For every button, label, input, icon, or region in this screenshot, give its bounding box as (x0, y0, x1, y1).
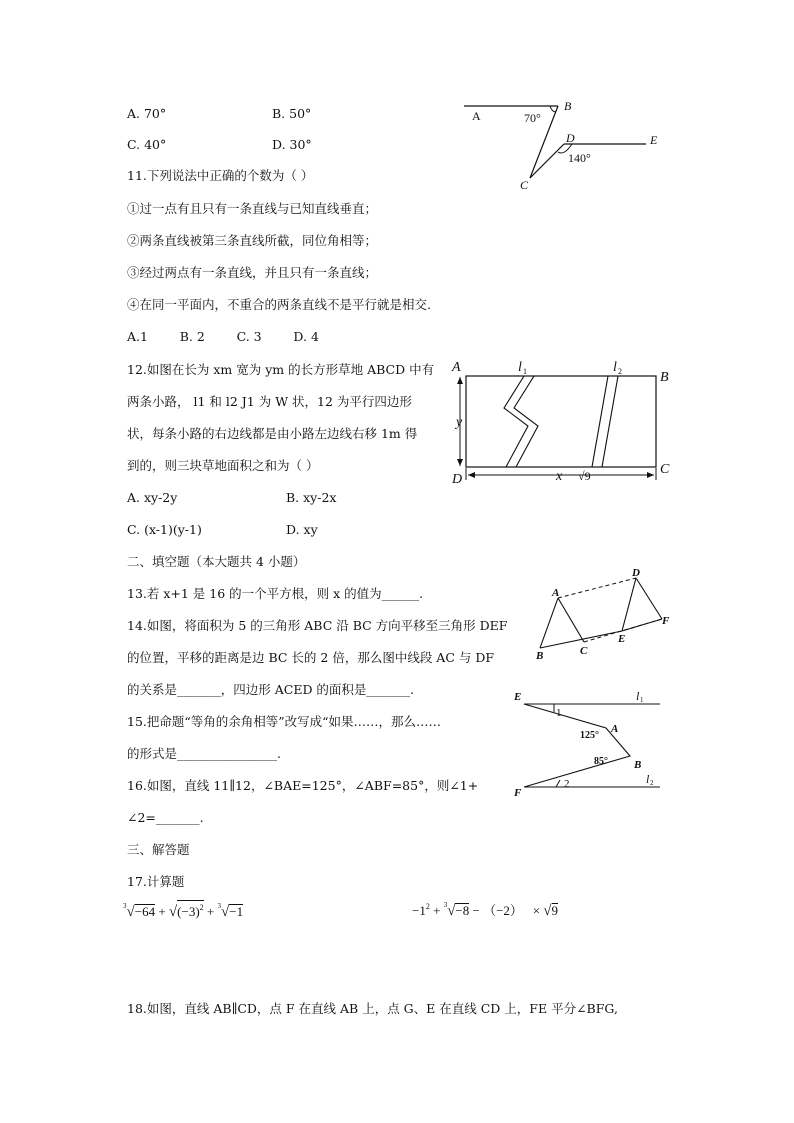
q12-label-l1-sub: 1 (523, 367, 527, 376)
q12-option-b: B. xy-2x (286, 490, 337, 505)
exponent: 2 (425, 902, 430, 911)
q16-figure (510, 688, 670, 804)
q12-label-sqrt9: √9 (578, 469, 591, 483)
q17-expression-2: $-1^2 + ^3√-8 - (-2)$ × √9 (412, 901, 559, 919)
times-sign: × (532, 903, 541, 918)
radicand: −64 (134, 904, 156, 919)
q10-option-c: C. 40° (127, 137, 167, 152)
q11-stem: 11.下列说法中正确的个数为（ ） (127, 168, 314, 183)
q11-statement-1: ①过一点有且只有一条直线与已知直线垂直； (127, 201, 378, 216)
q12-label-y: y (456, 415, 463, 430)
q16-angle-85: 85° (594, 756, 608, 767)
q12-label-b: B (660, 370, 669, 385)
q16-label-f: F (514, 787, 522, 799)
q14-figure (534, 564, 674, 668)
q14-line-1: 14.如图，将面积为 5 的三角形 ABC 沿 BC 方向平移至三角形 DEF (127, 618, 508, 633)
q12-label-a: A (452, 360, 461, 375)
radicand: (−3) (177, 904, 200, 919)
q12-label-l1: l (518, 360, 522, 375)
q10-figure (460, 98, 670, 197)
minus-term: − （−2） (472, 903, 523, 918)
q13-text: 13.若 x+1 是 16 的一个平方根，则 x 的值为______. (127, 586, 424, 601)
q16-label-e: E (514, 691, 522, 703)
term: −1 (412, 903, 426, 918)
q12-option-a: A. xy-2y (127, 490, 178, 505)
q14-label-c: C (580, 645, 588, 657)
q16-label-l1-sub: 1 (640, 696, 644, 704)
q12-line-1: 12.如图在长为 xm 宽为 ym 的长方形草地 ABCD 中有 (127, 362, 435, 377)
q14-line-2: 的位置，平移的距离是边 BC 长的 2 倍，那么图中线段 AC 与 DF (127, 650, 495, 665)
q16-angle-2: 2 (564, 778, 570, 790)
q14-label-a: A (552, 587, 560, 599)
cube-root-index: 3 (123, 902, 127, 910)
q12-figure (448, 356, 678, 490)
q15-line-2: 的形式是________________. (127, 746, 281, 761)
section-3-heading: 三、解答题 (127, 842, 190, 857)
plus-sign: + (158, 904, 166, 919)
q14-label-f: F (662, 615, 670, 627)
q17-expression-1: $^3√-64 + √(-3)^2 + ^3√-1$ (123, 902, 244, 920)
q11-options: A.1 B. 2 C. 3 D. 4 (127, 329, 319, 344)
q16-label-l1: l (636, 689, 640, 703)
exponent: 2 (199, 903, 204, 912)
q12-line-3: 状，每条小路的右边线都是由小路左边线右移 1m 得 (127, 426, 418, 441)
q16-line-2: ∠2=_______. (127, 810, 204, 825)
q10-option-a: A. 70° (127, 106, 167, 121)
q10-label-d: D (566, 131, 575, 145)
q16-label-l2-sub: 2 (650, 779, 654, 787)
q10-option-b: B. 50° (272, 106, 312, 121)
cube-root-index: 3 (443, 901, 448, 909)
q12-label-c: C (660, 462, 670, 477)
q12-label-l2-sub: 2 (618, 367, 622, 376)
q12-option-c: C. (x-1)(y-1) (127, 522, 202, 537)
q12-label-l2: l (613, 360, 617, 375)
cube-root-index: 3 (217, 902, 221, 910)
q18-text: 18.如图，直线 AB∥CD，点 F 在直线 AB 上，点 G、E 在直线 CD 上，FE 平分∠BFG, (127, 1001, 618, 1016)
q14-label-b: B (536, 650, 544, 662)
radicand: −8 (455, 903, 470, 918)
radicand: −1 (229, 904, 244, 919)
plus-sign: + (206, 904, 215, 919)
q16-angle-125: 125° (580, 730, 599, 741)
q16-angle-1: 1 (556, 707, 562, 719)
q10-angle-140: 140° (568, 151, 591, 165)
q12-line-2: 两条小路， l1 和 l2 J1 为 W 状，12 为平行四边形 (127, 394, 412, 409)
plus-sign: + (433, 903, 441, 918)
q11-statement-3: ③经过两点有一条直线，并且只有一条直线； (127, 265, 378, 280)
q14-line-3: 的关系是_______，四边形 ACED 的面积是_______. (127, 682, 415, 697)
q10-label-a: A (472, 109, 481, 123)
section-2-heading: 二、填空题（本大题共 4 小题） (127, 554, 306, 569)
q16-label-a: A (611, 723, 619, 735)
radicand: 9 (551, 903, 559, 918)
q14-label-d: D (632, 567, 640, 579)
q16-label-l2: l (646, 772, 650, 786)
q17-title: 17.计算题 (127, 874, 185, 889)
q12-label-x: x (556, 469, 563, 484)
q12-line-4: 到的，则三块草地面积之和为（ ） (127, 458, 319, 473)
q16-line-1: 16.如图，直线 11∥12，∠BAE=125°，∠ABF=85°，则∠1+ (127, 778, 479, 793)
q10-label-b: B (564, 99, 572, 113)
q14-label-e: E (618, 633, 626, 645)
q10-angle-70: 70° (524, 111, 541, 125)
q12-label-d: D (452, 472, 463, 487)
q10-label-c: C (520, 178, 529, 192)
q11-statement-2: ②两条直线被第三条直线所截，同位角相等； (127, 233, 378, 248)
q16-label-b: B (634, 759, 642, 771)
q10-option-d: D. 30° (272, 137, 312, 152)
q11-statement-4: ④在同一平面内，不重合的两条直线不是平行就是相交. (127, 297, 431, 312)
q15-line-1: 15.把命题“等角的余角相等”改写成“如果……，那么…… (127, 714, 442, 729)
q10-label-e: E (650, 133, 658, 147)
q12-option-d: D. xy (286, 522, 318, 537)
